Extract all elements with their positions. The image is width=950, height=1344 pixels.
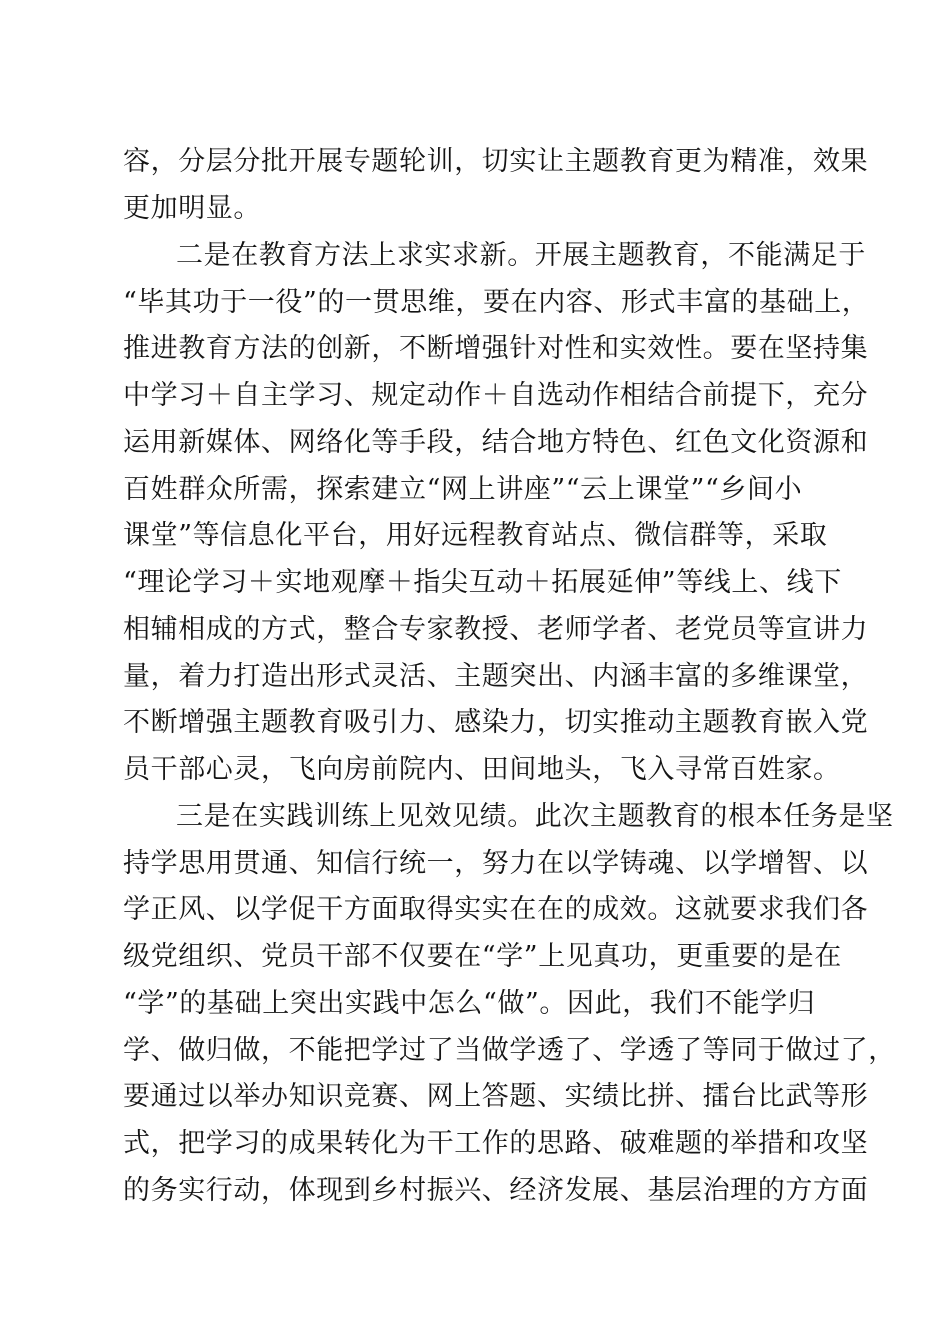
- text-line: 要通过以举办知识竞赛、网上答题、实绩比拼、擂台比武等形: [123, 1081, 869, 1112]
- text-line: 推进教育方法的创新，不断增强针对性和实效性。要在坚持集: [123, 333, 869, 364]
- text-line: 课堂”等信息化平台，用好远程教育站点、微信群等，采取: [123, 520, 828, 551]
- text-line: 中学习＋自主学习、规定动作＋自选动作相结合前提下，充分: [123, 380, 869, 411]
- text-line: “毕其功于一役”的一贯思维，要在内容、形式丰富的基础上，: [123, 287, 870, 318]
- heading-line: 三是在实践训练上见效见绩。此次主题教育的根本任务是坚: [176, 801, 894, 832]
- text-line: 量，着力打造出形式灵活、主题突出、内涵丰富的多维课堂，: [123, 661, 869, 692]
- text-line: 不断增强主题教育吸引力、感染力，切实推动主题教育嵌入党: [123, 707, 869, 738]
- text-line: 运用新媒体、网络化等手段，结合地方特色、红色文化资源和: [123, 427, 869, 458]
- text-line: 的务实行动，体现到乡村振兴、经济发展、基层治理的方方面: [123, 1175, 869, 1206]
- text-line: 式，把学习的成果转化为干工作的思路、破难题的举措和攻坚: [123, 1128, 869, 1159]
- text-line: 员干部心灵，飞向房前院内、田间地头，飞入寻常百姓家。: [123, 754, 841, 785]
- text-line: 学、做归做，不能把学过了当做学透了、学透了等同于做过了，: [123, 1035, 896, 1066]
- heading-line: 二是在教育方法上求实求新。开展主题教育，不能满足于: [176, 240, 866, 271]
- text-line: 相辅相成的方式，整合专家教授、老师学者、老党员等宣讲力: [123, 614, 869, 645]
- text-line: 更加明显。: [123, 193, 261, 224]
- text-line: “学”的基础上突出实践中怎么“做”。因此，我们不能学归: [123, 988, 816, 1019]
- text-line: 学正风、以学促干方面取得实实在在的成效。这就要求我们各: [123, 894, 869, 925]
- text-line: 容，分层分批开展专题轮训，切实让主题教育更为精准，效果: [123, 146, 869, 177]
- text-line: 百姓群众所需，探索建立“网上讲座”“云上课堂”“乡间小: [123, 474, 803, 505]
- text-line: “理论学习＋实地观摩＋指尖互动＋拓展延伸”等线上、线下: [123, 567, 842, 598]
- text-line: 级党组织、党员干部不仅要在“学”上见真功，更重要的是在: [123, 941, 842, 972]
- text-line: 持学思用贯通、知信行统一，努力在以学铸魂、以学增智、以: [123, 848, 869, 879]
